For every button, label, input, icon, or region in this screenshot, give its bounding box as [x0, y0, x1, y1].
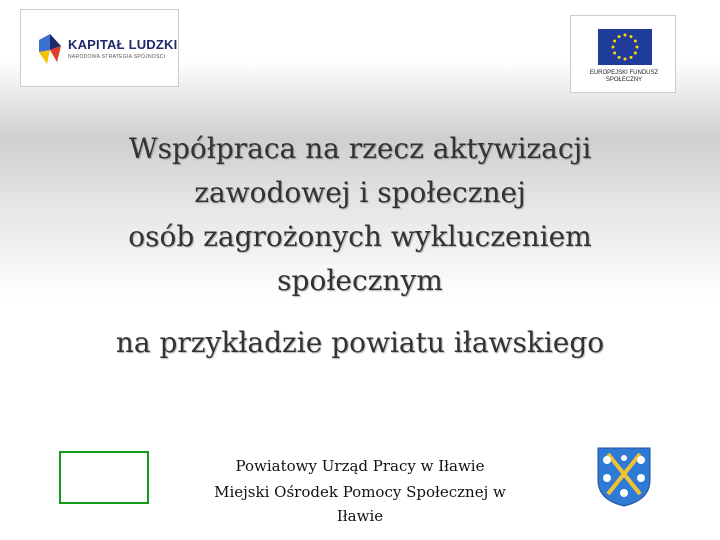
- eu-star-icon: [613, 40, 616, 43]
- eu-fund-logo: [570, 15, 676, 93]
- eu-star-icon: [613, 52, 616, 55]
- eu-star-icon: [636, 46, 639, 49]
- title-line-3: osób zagrożonych wykluczeniem: [128, 220, 592, 253]
- title-line-5: na przykładzie powiatu iławskiego: [115, 326, 605, 359]
- eu-star-icon: [630, 56, 633, 59]
- eu-star-icon: [624, 58, 627, 61]
- eu-flag-icon: [598, 29, 652, 65]
- title-line-4: społecznym: [277, 264, 443, 297]
- eu-star-icon: [618, 56, 621, 59]
- organization-line-1: Powiatowy Urząd Pracy w Iławie: [235, 457, 485, 475]
- eu-star-icon: [624, 34, 627, 37]
- title-line-1: Współpraca na rzecz aktywizacji: [128, 132, 592, 165]
- eu-star-icon: [612, 46, 615, 49]
- eu-star-icon: [634, 52, 637, 55]
- organization-line-2: Miejski Ośrodek Pomocy Społecznej w: [214, 483, 506, 501]
- eu-star-icon: [634, 40, 637, 43]
- organization-line-3: Iławie: [336, 507, 384, 525]
- kapital-ludzki-mark-icon: [37, 32, 63, 66]
- title-line-2: zawodowej i społecznej: [194, 176, 526, 209]
- eu-fund-label: [575, 70, 673, 84]
- eu-fund-label-line1: EUROPEJSKI FUNDUSZ: [589, 70, 659, 76]
- coat-of-arms-icon: [596, 446, 652, 508]
- kapital-ludzki-logo: [20, 9, 179, 87]
- kapital-ludzki-subtitle: NARODOWA STRATEGIA SPÓJNOŚCI: [68, 54, 166, 60]
- green-frame-box: [59, 451, 149, 504]
- eu-fund-label-line2: SPOŁECZNY: [605, 77, 643, 83]
- eu-star-icon: [618, 35, 621, 38]
- eu-star-icon: [630, 35, 633, 38]
- kapital-ludzki-title: KAPITAŁ LUDZKI: [68, 37, 178, 52]
